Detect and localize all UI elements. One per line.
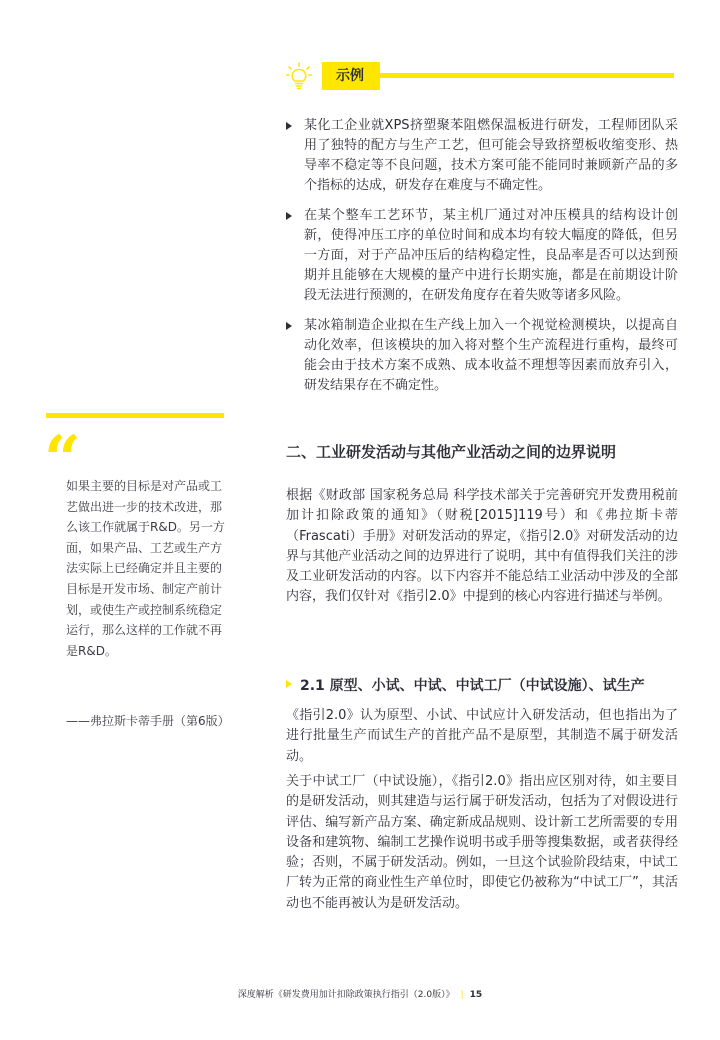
triangle-bullet-icon [286,322,292,330]
subsection-paragraph-2: 关于中试工厂（中试设施），《指引2.0》指出应区别对待，如主要目的是研发活动，则其建造与运行属于研发活动，包括为了对假设进行评估、编写新产品方案、确定新成品规则、设计新工艺所需要的专用设备和建筑物、编制工艺操作说明书或手册等搜集数据，或者获得经验；否则，不属于研发活动。例如，一旦这个试验阶段结束，中试工厂转为正常的商业性生产单位时，即使它仍被称为“中试工厂”，其活动也不能再被认为是研发活动。 [286,774,678,911]
bullet-text: 某化工企业就XPS挤塑聚苯阻燃保温板进行研发，工程师团队采用了独特的配方与生产工艺，但可能会导致挤塑板收缩变形、热导率不稳定等不良问题，技术方案可能不能同时兼顾新产品的多个指标的达成，研发存在难度与不确定性。 [304,118,678,193]
sidebar-source: ——弗拉斯卡蒂手册（第6版） [66,714,230,728]
page-number: 15 [469,990,483,1000]
bullet-text: 在某个整车工艺环节，某主机厂通过对冲压模具的结构设计创新，使得冲压工序的单位时间和成本均有较大幅度的降低，但另一方面，对于产品冲压后的结构稳定性，良品率是否可以达到预期并且能够在大规模的量产中进行长期实施，都是在前期设计阶段无法进行预测的，在研发角度存在着失败等诸多风险。 [304,208,678,303]
example-header-rule [380,73,674,78]
list-item [286,116,678,196]
example-label: 示例 [322,62,380,90]
footer-separator: | [460,990,464,1000]
section-intro: 根据《财政部 国家税务总局 科学技术部关于完善研究开发费用税前加计扣除政策的通知》（财税[2015]119号）和《弗拉斯卡蒂（Frascati）手册》对研发活动的界定，《指引2.0》对研发活动的边界与其他产业活动之间的边界进行了说明，其中有值得我们关注的涉及工业研发活动的内容。以下内容并不能总结工业活动中涉及的全部内容，我们仅针对《指引2.0》中提到的核心内容进行描述与举例。 [286,488,678,605]
list-item [286,316,678,396]
list-item [286,206,678,306]
page-footer [0,987,720,1000]
section-title: 二、工业研发活动与其他产业活动之间的边界说明 [286,443,617,461]
triangle-bullet-icon [286,680,292,688]
quote-mark-icon: “ [44,422,75,497]
sidebar-quote: 如果主要的目标是对产品或工艺做出进一步的技术改进，那么该工作就属于R&D。另一方面，如果产品、工艺或生产方法实际上已经确定并且主要的目标是开发市场、制定产前计划，或使生产或控制系统稳定运行，那么这样的工作就不再是R&D。 [66,479,225,658]
bullet-text: 某冰箱制造企业拟在生产线上加入一个视觉检测模块，以提高自动化效率，但该模块的加入将对整个生产流程进行重构，最终可能会由于技术方案不成熟、成本收益不理想等因素而放弃引入，研发结果存在不确定性。 [304,318,678,393]
subsection-paragraph-1: 《指引2.0》认为原型、小试、中试应计入研发活动，但也指出为了进行批量生产而试生产的首批产品不是原型，其制造不属于研发活动。 [286,708,678,764]
subsection-heading [286,676,645,696]
footer-title: 深度解析《研发费用加计扣除政策执行指引（2.0版）》 [237,990,455,1000]
subsection-title: 2.1 原型、小试、中试、中试工厂（中试设施）、试生产 [300,678,645,694]
example-bullet-list [286,116,678,406]
lightbulb-icon [286,62,312,90]
triangle-bullet-icon [286,212,292,220]
triangle-bullet-icon [286,122,292,130]
sidebar-rule [46,413,224,418]
